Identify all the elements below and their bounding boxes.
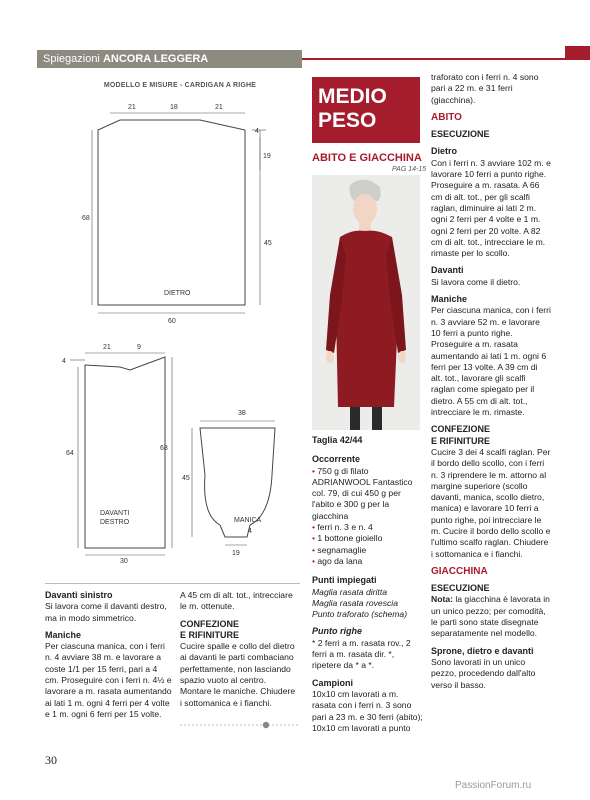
maniche-abito-text: Per ciascuna manica, con i ferri n. 3 avviare 52 m. e lavorare 10 ferri a punto righe. Proseguire a m. rasata aumentando ai lati 1 m. ogni 6 ferri per 13 volte. A 39 cm di alt. tot., lavorare gli scalfi raglan come spiegato per il dietro. A 55 cm di alt. tot., intrecciare le m. rimaste. [431,305,551,418]
decorative-slider [180,721,298,729]
dim-back-19: 19 [263,153,271,160]
heading-maniche-abito: Maniche [431,294,468,305]
heading-abito: ABITO [431,111,462,123]
header-corner [565,46,590,60]
model-photo [312,175,420,430]
campioni-text: 10x10 cm lavorati a m. rasata con i ferri n. 3 sono pari a 23 m. e 30 ferri (abito); 10x10 cm lavorati a punto [312,688,423,733]
heading-campioni: Campioni [312,677,354,688]
size-label: Taglia 42/44 [312,435,363,445]
right-column [431,72,551,691]
dim-front-30: 30 [120,558,128,565]
dim-front-64: 64 [66,450,74,457]
occ-item-2: • 1 bottone gioiello [312,533,383,544]
dim-back-4: 4 [255,128,259,135]
punto-1: Maglia rasata rovescia [312,597,398,608]
maniche-text: Per ciascuna manica, con i ferri n. 4 avviare 38 m. e lavorare a coste 1/1 per 15 ferri, pari a 4 cm. Proseguire con i ferri n. 4½ e lavorare a m. rasata aumentando ai lati 1 m. ogni 4 ferri per 4 volte e 1 m. ogni 6 ferri per 15 volte. [45,641,172,719]
punto-righe-text: * 2 ferri a m. rasata rov., 2 ferri a m. rasata dir. *, ripetere da * a *. [312,637,411,671]
dim-back-68: 68 [82,215,90,222]
middle-column [180,590,298,709]
heading-davanti-sinistro: Davanti sinistro [45,590,113,600]
section-label: Spiegazioni [43,53,100,65]
heading-maniche: Maniche [45,629,82,640]
davanti-text: Si lavora come il dietro. [431,276,521,287]
dim-front-4: 4 [62,358,66,365]
heading-rifiniture: E RIFINITURE [180,629,240,640]
dim-front-68: 68 [160,445,168,452]
dim-back-60: 60 [168,318,176,325]
weight-badge [312,77,420,143]
page-number: 30 [45,753,57,767]
section-title: ANCORA LEGGERA [102,53,209,65]
punto-2: Punto traforato (schema) [312,609,408,620]
punto-0: Maglia rasata diritta [312,586,387,597]
section-header [37,50,302,68]
watermark: PassionForum.ru [455,780,532,791]
occ-item-0: • 750 g di filato ADRIANWOOL Fantastico col. 79, di cui 450 g per l'abito e 300 g per la giacchina [312,465,413,521]
occ-item-4: • ago da lana [312,555,363,566]
divider [45,583,300,584]
front-label-2: DESTRO [100,519,130,526]
diagram-title: MODELLO E MISURE - CARDIGAN A RIGHE [103,82,257,89]
dim-front-9: 9 [137,344,141,351]
davanti-sinistro-text: Si lavora come il davanti destro, ma in modo simmetrico. [45,601,167,623]
dim-sleeve-45: 45 [182,475,190,482]
heading-confezione: CONFEZIONE [180,618,240,629]
heading-confezione-abito: CONFEZIONE [431,424,491,435]
page-ref [392,166,426,173]
occ-item-1: • ferri n. 3 e n. 4 [312,522,373,533]
weight-badge-line1: MEDIO [318,85,387,108]
sprone-text: Sono lavorati in un unico pezzo, procedendo dall'alto verso il basso. [431,656,536,690]
heading-punti: Punti impiegati [312,575,377,586]
confezione-abito-text: Cucire 3 dei 4 scalfi raglan. Per il bordo dello scollo, con i ferri n. 3 riprendere le m. attorno al margine superiore (scollo davanti, manica, scollo dietro, manica) e lavorare 10 ferri a punto righe, poi intrecciare le m. Cucire il bordo dello scollo e l'ultimo scalfo raglan. Chiudere i sottomanica e i fianchi. [431,446,551,559]
project-title: ABITO E GIACCHINA [312,152,422,164]
cardigan-end-text: A 45 cm di alt. tot., intrecciare le m. ottenute. [180,590,293,612]
confezione-text: Cucire spalle e collo del dietro ai davanti le parti combaciano perfettamente, non lasciando spazio vuoto al centro. Montare le maniche. Chiudere i sottomanica e i fianchi. [180,641,296,708]
heading-dietro: Dietro [431,146,458,157]
heading-sprone: Sprone, dietro e davanti [431,645,534,656]
dim-back-21b: 21 [215,104,223,111]
nota-text: Nota: la giacchina è lavorata in un unico pezzo; per comodità, le parti sono state disegnate separatamente nel modello. [431,594,550,639]
sleeve-label: MANICA [234,517,262,524]
header-rule [302,58,590,60]
dim-sleeve-38: 38 [238,410,246,417]
occ-item-3: • segnamaglie [312,544,367,555]
heading-occorrente: Occorrente [312,454,361,465]
heading-esecuzione-giacchina: ESECUZIONE [431,583,490,594]
page-ref-value: 14-15 [408,166,427,173]
materials-column [312,435,424,734]
front-label-1: DAVANTI [100,510,130,517]
dim-back-18: 18 [170,104,178,111]
heading-esecuzione: ESECUZIONE [431,129,490,140]
traforato-text: traforato con i ferri n. 4 sono pari a 22 m. e 31 ferri (giacchina). [431,72,539,105]
dim-front-21: 21 [103,344,111,351]
back-piece [98,120,245,305]
dim-sleeve-4: 4 [248,528,252,535]
heading-rifiniture-abito: E RIFINITURE [431,435,491,446]
dim-back-21a: 21 [128,104,136,111]
page-ref-label: PAG [392,166,407,173]
dietro-text: Con i ferri n. 3 avviare 102 m. e lavorare 10 ferri a punto righe. Proseguire a m. rasata. A 66 cm di alt. tot., per gli scalfi raglan, diminuire ai lati 2 m. ogni 2 ferri per 4 volte e 1 m. ogni 2 ferri per 20 volte. A 82 cm di alt. tot., intrecciare le m. rimaste per lo scollo. [431,157,551,259]
dim-back-45: 45 [264,240,272,247]
dim-sleeve-19: 19 [232,550,240,557]
heading-giacchina: GIACCHINA [431,565,488,577]
back-label: DIETRO [164,290,191,297]
pattern-diagram [40,95,290,565]
weight-badge-line2: PESO [318,109,377,132]
heading-punto-righe: Punto righe [312,626,362,637]
left-column [45,590,173,720]
model-illustration [312,175,420,430]
heading-davanti: Davanti [431,265,464,276]
